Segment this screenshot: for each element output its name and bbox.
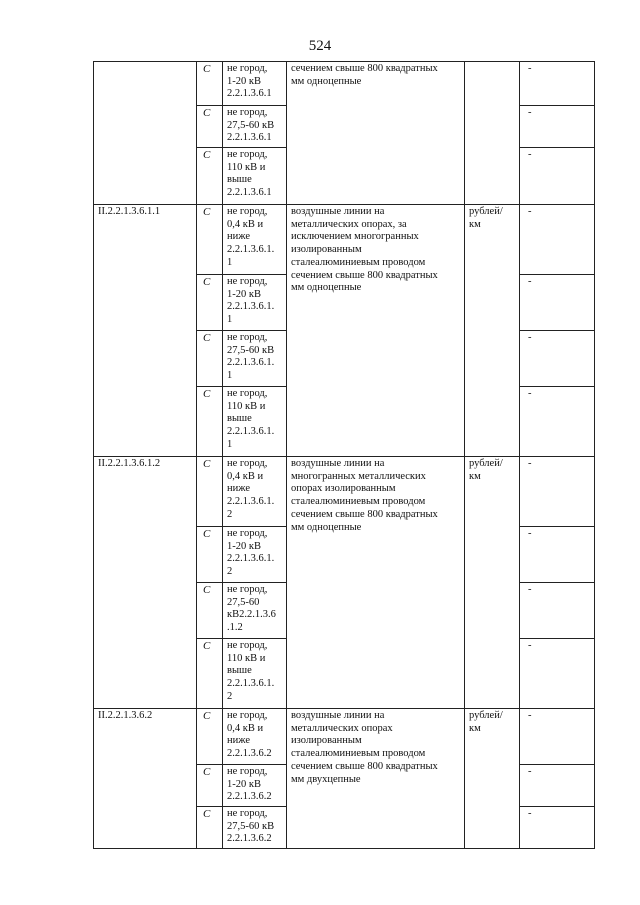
category-letter: С (197, 457, 223, 527)
category-letter: С (197, 527, 223, 583)
category-letter: С (197, 275, 223, 331)
category-letter: С (197, 807, 223, 849)
line-description: воздушные линии на многогранных металлических опорах изолированным сталеалюминиевым проводом сечением свыше 800 квадратных мм одноцепные (287, 457, 465, 709)
voltage-class: не город, 110 кВ и выше 2.2.1.3.6.1 (223, 148, 287, 205)
rate-value: - (520, 331, 595, 387)
rate-value: - (520, 205, 595, 275)
rate-value: - (520, 765, 595, 807)
rate-value: - (520, 639, 595, 709)
rate-value: - (520, 106, 595, 148)
voltage-class: не город, 110 кВ и выше 2.2.1.3.6.1. 1 (223, 387, 287, 457)
category-letter: С (197, 331, 223, 387)
unit: рублей/ км (465, 205, 520, 457)
voltage-class: не город, 0,4 кВ и ниже 2.2.1.3.6.1. 2 (223, 457, 287, 527)
category-letter: С (197, 148, 223, 205)
unit: рублей/ км (465, 457, 520, 709)
rate-value: - (520, 807, 595, 849)
rate-value: - (520, 527, 595, 583)
rate-value: - (520, 387, 595, 457)
unit: рублей/ км (465, 709, 520, 849)
rates-table (93, 61, 595, 849)
row-code (94, 62, 197, 205)
row-code: II.2.2.1.3.6.1.2 (94, 457, 197, 709)
line-description: воздушные линии на металлических опорах изолированным сталеалюминиевым проводом сечением свыше 800 квадратных мм двухцепные (287, 709, 465, 849)
voltage-class: не город, 1-20 кВ 2.2.1.3.6.2 (223, 765, 287, 807)
voltage-class: не город, 27,5-60 кВ 2.2.1.3.6.2 (223, 807, 287, 849)
rate-value: - (520, 457, 595, 527)
table-row (94, 205, 595, 275)
category-letter: С (197, 62, 223, 106)
row-code: II.2.2.1.3.6.2 (94, 709, 197, 849)
category-letter: С (197, 387, 223, 457)
voltage-class: не город, 1-20 кВ 2.2.1.3.6.1 (223, 62, 287, 106)
rate-value: - (520, 275, 595, 331)
voltage-class: не город, 1-20 кВ 2.2.1.3.6.1. 1 (223, 275, 287, 331)
rate-value: - (520, 583, 595, 639)
voltage-class: не город, 27,5-60 кВ2.2.1.3.6 .1.2 (223, 583, 287, 639)
rate-value: - (520, 148, 595, 205)
voltage-class: не город, 27,5-60 кВ 2.2.1.3.6.1 (223, 106, 287, 148)
voltage-class: не город, 0,4 кВ и ниже 2.2.1.3.6.1. 1 (223, 205, 287, 275)
table-row (94, 457, 595, 527)
voltage-class: не город, 110 кВ и выше 2.2.1.3.6.1. 2 (223, 639, 287, 709)
rate-value: - (520, 62, 595, 106)
rate-value: - (520, 709, 595, 765)
line-description: сечением свыше 800 квадратных мм одноцепные (287, 62, 465, 205)
category-letter: С (197, 205, 223, 275)
page-number: 524 (308, 38, 332, 54)
category-letter: С (197, 765, 223, 807)
category-letter: С (197, 583, 223, 639)
table-row (94, 62, 595, 106)
voltage-class: не город, 1-20 кВ 2.2.1.3.6.1. 2 (223, 527, 287, 583)
voltage-class: не город, 27,5-60 кВ 2.2.1.3.6.1. 1 (223, 331, 287, 387)
voltage-class: не город, 0,4 кВ и ниже 2.2.1.3.6.2 (223, 709, 287, 765)
category-letter: С (197, 106, 223, 148)
row-code: II.2.2.1.3.6.1.1 (94, 205, 197, 457)
table-row (94, 709, 595, 765)
category-letter: С (197, 639, 223, 709)
unit (465, 62, 520, 205)
line-description: воздушные линии на металлических опорах, за исключением многогранных изолированным сталеалюминиевым проводом сечением свыше 800 квадратных мм одноцепные (287, 205, 465, 457)
category-letter: С (197, 709, 223, 765)
